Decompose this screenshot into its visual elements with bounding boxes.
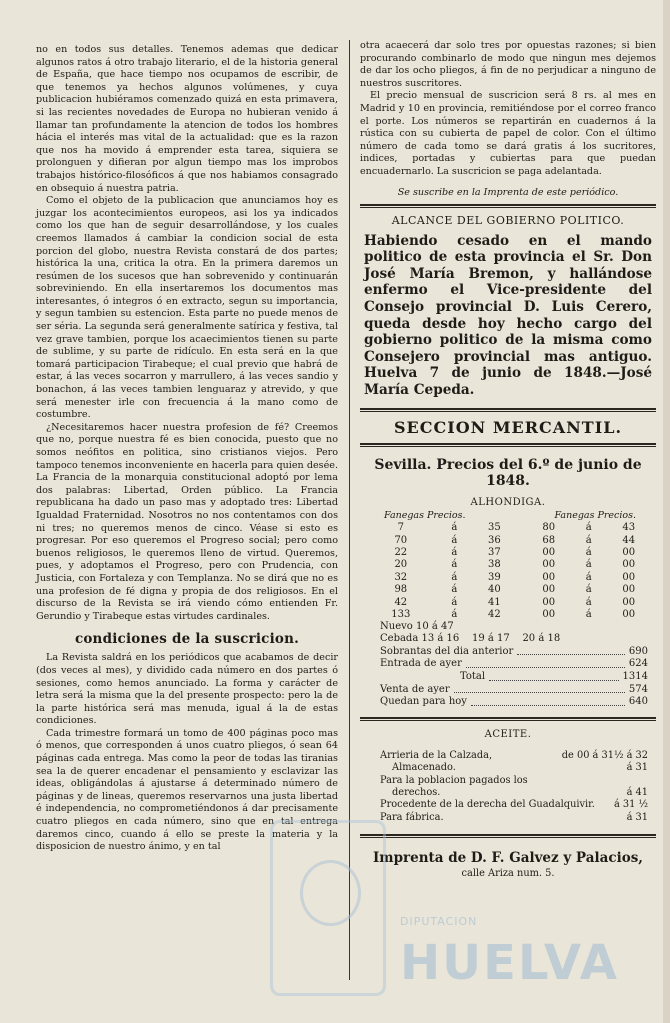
price-cell: 00: [622, 559, 636, 571]
nuevo-text: Nuevo 10 á 47: [380, 620, 454, 632]
price-cell: 00: [542, 571, 556, 583]
price-cell: 00: [622, 571, 636, 583]
price-separator: á: [585, 596, 592, 608]
cebada-text: Cebada 13 á 16 19 á 17 20 á 18: [380, 633, 561, 645]
aceite-value: á 41: [626, 786, 648, 798]
price-cell: 22: [394, 546, 408, 558]
price-cell: 32: [394, 571, 408, 583]
price-cell: 40: [487, 584, 501, 596]
price-separator: á: [585, 559, 592, 571]
alhondiga-title: ALHONDIGA.: [470, 497, 546, 509]
aceite-label: derechos.: [392, 786, 441, 798]
price-cell: 43: [622, 522, 636, 534]
subscribe-note: Se suscribe en la Imprenta de este periódico.: [397, 186, 619, 198]
price-separator: á: [585, 584, 592, 596]
price-row: [360, 559, 656, 571]
mercantile-title: SECCION MERCANTIL.: [393, 418, 623, 438]
paragraph-1: no en todos sus detalles. Tenemos ademas que dedicar algunos ratos á otro trabajo literario, el de la historia general de España, que hace tiempo nos ocupamos de escribir, de que tenemos ya hechos algunos volúmenes, y cuya publicacion hubiéramos comenzado quizá en esta primavera, si las recientes novedades de Europa no hubieran venido á llamar tan profundamente la atencion de todos los hombres hácia el interés mas vital de la actualidad: que es la razon que nos ha movido á emprender esta tarea, siquiera se prolonguen y difieran por algun tiempo mas los improbos trabajos histórico-filosóficos á que nos habiamos consagrado en obsequio á nuestra patria.: [36, 44, 338, 194]
archive-stamp-ring: [300, 860, 361, 926]
quedan-row: [380, 696, 648, 709]
aceite-row: [380, 750, 648, 762]
conditions-paragraph-1: La Revista saldrá en los periódicos que acabamos de decir (dos veces al mes), y dividido cada número en dos partes ó sesiones, como hemos anunciado. La forma y carácter de letra será la misma que la del presente prospecto: pero la de la parte histórica será mas menuda, igual á la de estas condiciones.: [36, 652, 338, 727]
price-cell: 7: [397, 522, 404, 534]
price-row: [360, 534, 656, 546]
price-separator: á: [585, 546, 592, 558]
aceite-value: de 00 á 31½ á 32: [561, 749, 648, 761]
price-separator: á: [451, 608, 458, 620]
cebada-row: [380, 633, 648, 646]
venta-row: [380, 684, 648, 697]
alcance-title: ALCANCE DEL GOBIERNO POLITICO.: [391, 213, 625, 227]
watermark-small: DIPUTACION: [400, 915, 478, 928]
price-cell: 36: [487, 534, 501, 546]
price-separator: á: [451, 571, 458, 583]
price-cell: 39: [487, 571, 501, 583]
entrada-value: 624: [628, 658, 648, 670]
price-cell: 00: [542, 559, 556, 571]
section-rule: [360, 717, 656, 721]
section-rule: [360, 834, 656, 838]
left-column: [36, 44, 338, 854]
sobrantes-label: Sobrantas del dia anterior: [380, 645, 514, 657]
price-separator: á: [451, 522, 458, 534]
conditions-paragraph-2: Cada trimestre formará un tomo de 400 páginas poco mas ó menos, que corresponden á unos cuatro pliegos, ó sean 64 páginas cada entrega. Mas como la peor de todas las tiranias sea la de querer encadenar el pensamiento y esclavizar las ideas, obligándolas á ajustarse á determinado número de páginas y de lineas, queremos reservarnos una justa libertad é independencia, no comprometiéndonos á dar precisamente cuatro pliegos en cada número, sino que en tal entrega daremos cinco, cuando á ello se preste la materia y la disposicion de nuestro ánimo, y en tal: [36, 727, 338, 853]
aceite-value: á 31: [626, 762, 648, 774]
price-cell: 41: [487, 596, 501, 608]
right-column: [360, 40, 656, 881]
price-cell: 42: [394, 596, 408, 608]
price-cell: 42: [487, 608, 501, 620]
price-cell: 44: [622, 534, 636, 546]
conditions-title: condiciones de la suscricion.: [74, 631, 300, 648]
aceite-label: Para fábrica.: [380, 811, 444, 823]
sobrantes-row: [380, 646, 648, 659]
aceite-value: á 31 ½: [613, 799, 648, 811]
quedan-value: 640: [628, 696, 648, 708]
price-separator: á: [585, 608, 592, 620]
continued-paragraph: otra acaecerá dar solo tres por opuestas razones; si bien procurando combinarlo de modo que ningun mes dejemos de dar los ocho pliegos, á fin de no perjudicar a ninguno de nuestros suscritores.: [360, 40, 656, 89]
page-edge: [663, 0, 670, 1023]
total-label: Total: [460, 670, 486, 682]
price-paragraph: El precio mensual de suscricion será 8 rs. al mes en Madrid y 10 en provincia, remitiéndose por el correo franco el porte. Los números se repartirán en cuadernos á la rústica con su cubierta de papel de color. Con el último número de cada tomo se dará gratis á los sucritores, indices, portadas y cubiertas para que puedan encuadernarlo. La suscricion se paga adelantada.: [360, 90, 656, 177]
aceite-row: [380, 775, 648, 787]
sobrantes-value: 690: [628, 645, 648, 657]
section-rule: [360, 204, 656, 208]
price-cell: 80: [542, 522, 556, 534]
price-cell: 37: [487, 546, 501, 558]
price-cell: 00: [622, 584, 636, 596]
nuevo-row: [380, 621, 648, 634]
price-row: [360, 546, 656, 558]
imprenta-line: Imprenta de D. F. Galvez y Palacios,: [372, 850, 644, 867]
aceite-label: Para la poblacion pagados los: [380, 774, 528, 786]
price-separator: á: [451, 584, 458, 596]
price-row: [360, 583, 656, 595]
aceite-label: Almacenado.: [392, 762, 456, 774]
sevilla-prices-title: Sevilla. Precios del 6.º de junio de 1848.: [374, 457, 642, 490]
aceite-row: [380, 812, 648, 824]
price-row: [360, 571, 656, 583]
price-separator: á: [451, 559, 458, 571]
entrada-row: [380, 658, 648, 671]
government-notice: Habiendo cesado en el mando politico de esta provincia el Sr. Don José María Bremon, y hallándose enfermo el Vice-presidente del Consejo provincial D. Luis Cerero, queda desde hoy hecho cargo del gobierno politico de la misma como Consejero provincial mas antiguo. Huelva 7 de junio de 1848.—José María Cepeda.: [364, 232, 652, 398]
address-line: calle Ariza num. 5.: [461, 868, 555, 880]
price-separator: á: [585, 522, 592, 534]
price-cell: 133: [391, 608, 411, 620]
price-row: [360, 596, 656, 608]
price-separator: á: [451, 596, 458, 608]
quedan-label: Quedan para hoy: [380, 696, 467, 708]
aceite-row: [380, 787, 648, 799]
aceite-row: [380, 762, 648, 774]
column-header: Fanegas Precios.: [384, 510, 466, 522]
price-row: [360, 521, 656, 533]
paragraph-3: ¿Necesitaremos hacer nuestra profesion de fé? Creemos que no, porque nuestra fé es bien conocida, puesto que no somos neófitos en politica, sino cristianos viejos. Pero tampoco tenemos inconveniente en hacerla para quien desée. La Francia de la monarquia constitucional adoptó por lema dos palabras: Libertad, Orden público. La Francia republicana ha dado un paso mas y adoptado tres: Libertad Igualdad Fraternidad. Nosotros no nos contentamos con dos ni tres; no queremos menos de cinco. Véase si esto es progresar. Por eso queremos el Progreso social; pero como buenos religiosos, le queremos lleno de virtud. Queremos, pues, y adoptamos el Progreso, pero con Prudencia, con Justicia, con Fortaleza y con Templanza. No se dirá que no es una profesion de fé digna y propia de dos religiosos. En el discurso de la Revista se irá viendo cómo entienden Fr. Gerundio y Tirabeque estas virtudes cardinales.: [36, 421, 338, 622]
price-cell: 00: [542, 608, 556, 620]
aceite-value: á 31: [626, 811, 648, 823]
section-rule: [360, 443, 656, 447]
price-cell: 68: [542, 534, 556, 546]
price-cell: 00: [622, 608, 636, 620]
price-row: [360, 608, 656, 620]
entrada-label: Entrada de ayer: [380, 658, 462, 670]
watermark-huelva: HUELVA: [400, 935, 619, 991]
price-cell: 38: [487, 559, 501, 571]
price-cell: 00: [622, 546, 636, 558]
price-cell: 00: [542, 546, 556, 558]
aceite-title: ACEITE.: [484, 728, 532, 740]
venta-value: 574: [628, 683, 648, 695]
price-cell: 00: [622, 596, 636, 608]
price-cell: 98: [394, 584, 408, 596]
aceite-label: Arrieria de la Calzada,: [380, 749, 493, 761]
price-separator: á: [451, 534, 458, 546]
aceite-label: Procedente de la derecha del Guadalquivir.: [380, 799, 595, 811]
price-cell: 70: [394, 534, 408, 546]
price-cell: 00: [542, 596, 556, 608]
price-cell: 00: [542, 584, 556, 596]
venta-label: Venta de ayer: [380, 683, 450, 695]
price-separator: á: [585, 571, 592, 583]
price-table: [360, 521, 656, 620]
price-column-headers: [360, 510, 656, 521]
aceite-row: [380, 799, 648, 811]
price-separator: á: [451, 546, 458, 558]
aceite-list: [360, 750, 656, 824]
price-separator: á: [585, 534, 592, 546]
section-rule: [360, 408, 656, 412]
paragraph-2: Como el objeto de la publicacion que anunciamos hoy es juzgar los acontecimientos europeos, asi los ya indicados como los que han de seguir desarrollándose, y los cuales creemos llamados á cambiar la condicion social de esta porcion del globo, nuestra Revista constará de dos partes; histórica la una, critica la otra. En la primera daremos un resúmen de los sucesos que han sobrevenido y continuarán sobreviniendo. En ella insertaremos los documentos mas interesantes, ó integros ó en extracto, segun su importancia, y segun tambien su estencion. Esta parte no puede menos de ser séria. La segunda será generalmente satírica y festiva, tal vez grave tambien, porque los acaecimientos tienen su parte de sublime, y su parte de ridículo. En esta será en la que tomará participacion Tirabeque; el cual previo que habrá de estar, á las veces socarron y marrullero, á las veces sandio y bonachon, á las veces tambien lenguaraz y atrevido, y que será menester irle con frecuencia á la mano como de costumbre.: [36, 195, 338, 421]
price-cell: 20: [394, 559, 408, 571]
total-value: 1314: [622, 670, 648, 682]
column-header: Fanegas Precios.: [554, 510, 636, 522]
total-row: [380, 671, 648, 684]
price-cell: 35: [487, 522, 501, 534]
